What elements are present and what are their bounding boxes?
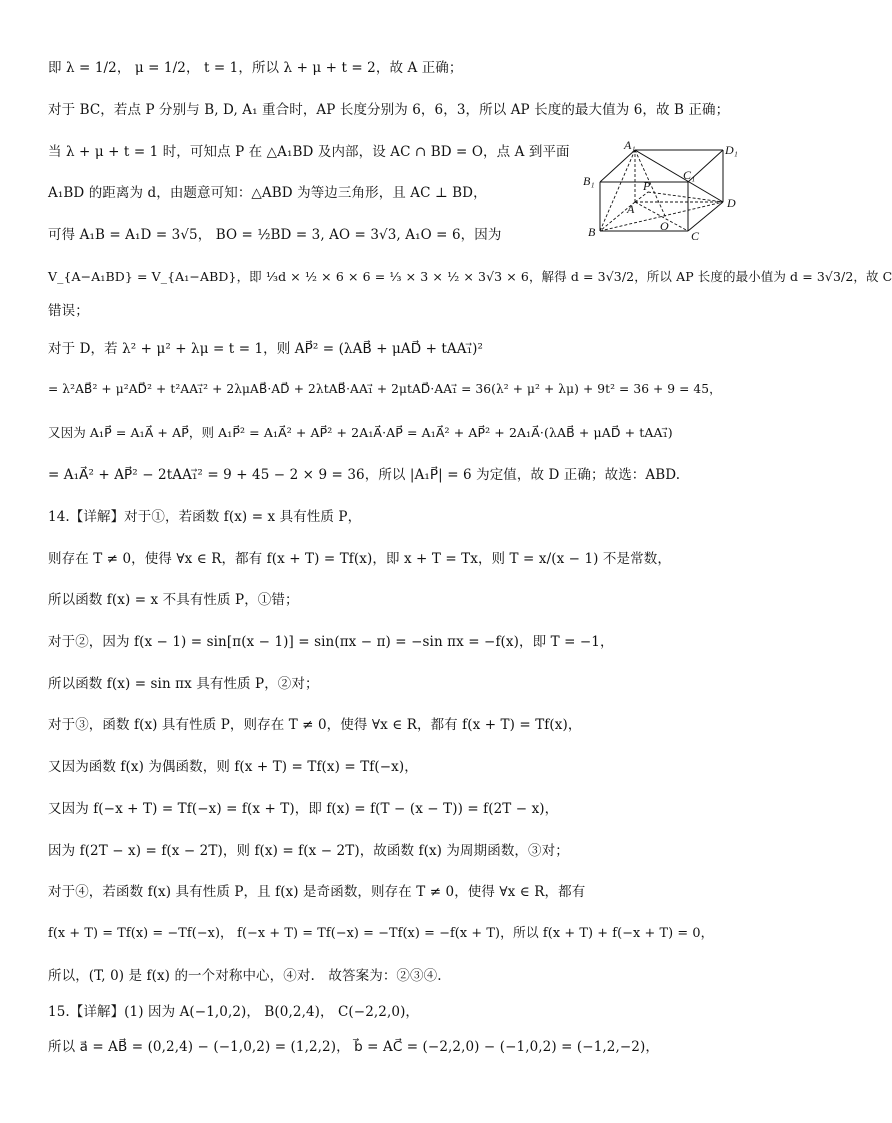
segment-A1-B bbox=[600, 150, 635, 231]
text-line-20: 因为 f(2T − x) = f(x − 2T)，则 f(x) = f(x − 2T)，故函数 f(x) 为周期函数，③对； bbox=[48, 843, 569, 859]
segment-A1-D bbox=[635, 150, 723, 202]
text-line-6: V_{A−A₁BD} = V_{A₁−ABD}，即 ⅓d × ½ × 6 × 6 = ⅓ × 3 × ½ × 3√3 × 6，解得 d = 3√3/2，所以 AP 长度的最小值为 d = 3√3/2，故 C bbox=[48, 269, 892, 284]
edge-C-D bbox=[688, 202, 723, 231]
text-line-5: 可得 A₁B = A₁D = 3√5， BO = ½BD = 3, AO = 3√3, A₁O = 6，因为 bbox=[48, 227, 502, 243]
label-C1: C₁ bbox=[683, 168, 696, 182]
text-line-23: 所以，(T, 0) 是 f(x) 的一个对称中心，④对. 故答案为：②③④. bbox=[48, 968, 442, 984]
text-line-10: 又因为 A₁P⃗ = A₁A⃗ + AP⃗，则 A₁P⃗² = A₁A⃗² + AP⃗² + 2A₁A⃗·AP⃗ = A₁A⃗² + AP⃗² + 2A₁A⃗·(λAB⃗ + μAD⃗ + tAA₁⃗) bbox=[48, 425, 673, 440]
text-line-25: 所以 a⃗ = AB⃗ = (0,2,4) − (−1,0,2) = (1,2,2)， b⃗ = AC⃗ = (−2,2,0) − (−1,0,2) = (−1,2,−2)， bbox=[48, 1039, 659, 1055]
text-line-18: 又因为函数 f(x) 为偶函数，则 f(x + T) = Tf(x) = Tf(−x)， bbox=[48, 759, 418, 775]
edge-A1-B1 bbox=[600, 150, 635, 182]
text-line-24: 15.【详解】(1) 因为 A(−1,0,2)， B(0,2,4)， C(−2,2,0)， bbox=[48, 1004, 420, 1020]
label-C: C bbox=[691, 229, 700, 243]
label-D: D bbox=[727, 196, 736, 210]
label-A1: A₁ bbox=[624, 138, 636, 152]
text-line-15: 对于②，因为 f(x − 1) = sin[π(x − 1)] = sin(πx − π) = −sin πx = −f(x)，即 T = −1， bbox=[48, 634, 614, 650]
label-D1: D₁ bbox=[725, 143, 738, 157]
text-line-9: = λ²AB⃗² + μ²AD⃗² + t²AA₁⃗² + 2λμAB⃗·AD⃗ + 2λtAB⃗·AA₁⃗ + 2μtAD⃗·AA₁⃗ = 36(λ² + μ² + λμ) + 9t² = 36 + 9 = 45， bbox=[48, 382, 722, 396]
text-line-8: 对于 D，若 λ² + μ² + λμ = t = 1，则 AP⃗² = (λAB⃗ + μAD⃗ + tAA₁⃗)² bbox=[48, 341, 484, 357]
text-line-7: 错误； bbox=[48, 303, 89, 319]
label-B: B bbox=[588, 225, 596, 239]
label-A: A bbox=[627, 202, 635, 216]
cuboid-figure bbox=[580, 140, 780, 245]
text-line-21: 对于④，若函数 f(x) 具有性质 P，且 f(x) 是奇函数，则存在 T ≠ 0，使得 ∀x ∈ R，都有 bbox=[48, 884, 586, 900]
segment-A-P bbox=[635, 192, 648, 202]
label-O: O bbox=[660, 219, 669, 233]
text-line-1: 即 λ = 1/2， μ = 1/2， t = 1，所以 λ + μ + t = 2，故 A 正确； bbox=[48, 60, 463, 76]
label-P: P bbox=[643, 179, 651, 193]
segment-A1-O bbox=[635, 150, 666, 218]
text-line-17: 对于③，函数 f(x) 具有性质 P，则存在 T ≠ 0，使得 ∀x ∈ R，都有 f(x + T) = Tf(x)， bbox=[48, 717, 582, 733]
text-line-19: 又因为 f(−x + T) = Tf(−x) = f(x + T)，即 f(x) = f(T − (x − T)) = f(2T − x)， bbox=[48, 801, 559, 817]
label-B1: B₁ bbox=[583, 174, 595, 188]
text-line-16: 所以函数 f(x) = sin πx 具有性质 P，②对； bbox=[48, 676, 319, 692]
segment-P-D bbox=[648, 192, 723, 202]
text-line-4: A₁BD 的距离为 d，由题意可知：△ABD 为等边三角形，且 AC ⊥ BD， bbox=[48, 185, 487, 201]
text-line-3: 当 λ + μ + t = 1 时，可知点 P 在 △A₁BD 及内部，设 AC ∩ BD = O，点 A 到平面 bbox=[48, 144, 570, 160]
text-line-12: 14.【详解】对于①，若函数 f(x) = x 具有性质 P， bbox=[48, 509, 362, 525]
text-line-13: 则存在 T ≠ 0，使得 ∀x ∈ R，都有 f(x + T) = Tf(x)，即 x + T = Tx，则 T = x/(x − 1) 不是常数， bbox=[48, 551, 671, 567]
text-line-14: 所以函数 f(x) = x 不具有性质 P，①错； bbox=[48, 592, 299, 608]
text-line-2: 对于 BC，若点 P 分别与 B, D, A₁ 重合时，AP 长度分别为 6，6，3，所以 AP 长度的最大值为 6，故 B 正确； bbox=[48, 102, 730, 118]
text-line-22: f(x + T) = Tf(x) = −Tf(−x)， f(−x + T) = Tf(−x) = −Tf(x) = −f(x + T)，所以 f(x + T) + f(−x + T) = 0， bbox=[48, 926, 714, 941]
text-line-11: = A₁A⃗² + AP⃗² − 2tAA₁⃗² = 9 + 45 − 2 × 9 = 36，所以 |A₁P⃗| = 6 为定值，故 D 正确；故选：ABD. bbox=[48, 467, 681, 483]
